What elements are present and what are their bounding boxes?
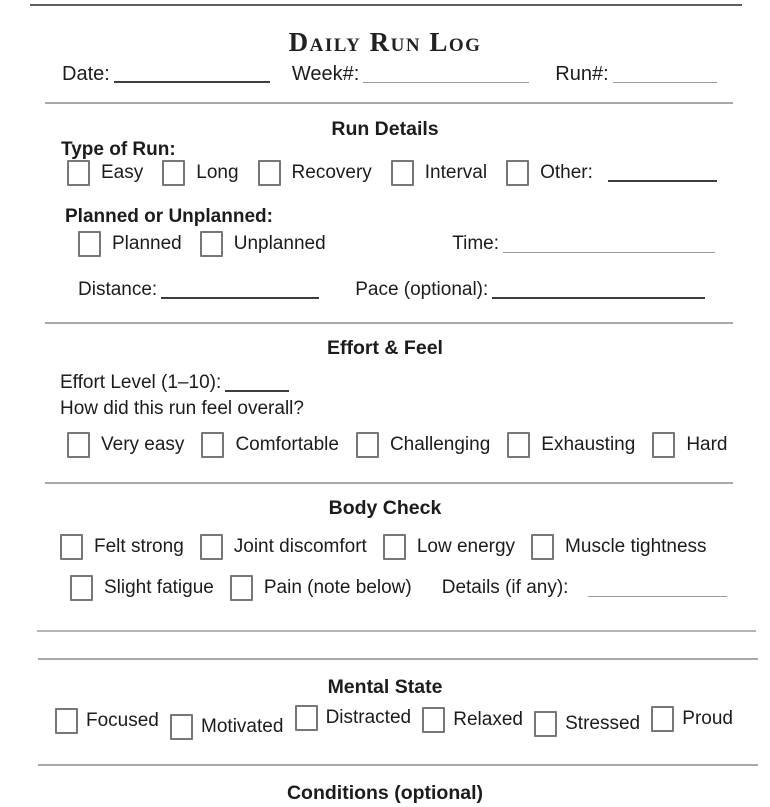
checkbox-very-easy[interactable]	[67, 432, 90, 458]
label-planned: Planned	[112, 233, 182, 254]
option-other	[506, 160, 717, 186]
type-of-run-options-row	[67, 160, 717, 186]
option-pain	[230, 575, 412, 601]
run-input-line[interactable]	[613, 82, 717, 83]
option-focused	[55, 708, 159, 734]
pace-input-line[interactable]	[492, 297, 705, 299]
effort-feel-heading: Effort & Feel	[327, 337, 443, 359]
label-proud: Proud	[682, 708, 733, 729]
section-divider	[45, 482, 733, 484]
details-label: Details (if any):	[441, 577, 569, 598]
distance-pace-row	[78, 277, 705, 303]
label-relaxed: Relaxed	[453, 709, 523, 730]
distance-label: Distance:	[78, 279, 158, 300]
checkbox-motivated[interactable]	[170, 714, 193, 740]
section-divider	[45, 322, 733, 324]
section-divider	[38, 764, 758, 766]
week-input-line[interactable]	[363, 82, 529, 83]
option-stressed	[534, 711, 640, 737]
top-rule	[30, 4, 742, 6]
time-field	[452, 231, 715, 257]
label-easy: Easy	[101, 162, 144, 183]
label-low-energy: Low energy	[416, 536, 516, 557]
label-distracted: Distracted	[325, 707, 412, 728]
option-distracted	[295, 705, 412, 731]
checkbox-relaxed[interactable]	[422, 707, 445, 733]
section-divider	[38, 658, 758, 660]
label-slight-fatigue: Slight fatigue	[104, 577, 214, 598]
label-motivated: Motivated	[201, 716, 284, 737]
week-label: Week#:	[291, 63, 360, 85]
checkbox-focused[interactable]	[55, 708, 78, 734]
time-input-line[interactable]	[503, 252, 715, 253]
effort-level-input-line[interactable]	[225, 390, 289, 392]
other-input-line[interactable]	[608, 180, 717, 182]
checkbox-pain[interactable]	[230, 575, 253, 601]
checkbox-muscle-tightness[interactable]	[531, 534, 554, 560]
label-interval: Interval	[424, 162, 488, 183]
option-slight-fatigue	[70, 575, 214, 601]
details-input-line[interactable]	[588, 596, 727, 597]
date-label: Date:	[62, 63, 110, 85]
feel-options-row	[67, 432, 728, 458]
effort-level-label: Effort Level (1–10):	[60, 372, 222, 393]
checkbox-distracted[interactable]	[295, 705, 318, 731]
checkbox-planned[interactable]	[78, 231, 101, 257]
checkbox-comfortable[interactable]	[201, 432, 224, 458]
option-joint-discomfort	[200, 534, 367, 560]
option-felt-strong	[60, 534, 184, 560]
pace-label: Pace (optional):	[355, 279, 489, 300]
checkbox-challenging[interactable]	[356, 432, 379, 458]
checkbox-stressed[interactable]	[534, 711, 557, 737]
label-pain: Pain (note below)	[263, 577, 412, 598]
option-unplanned	[200, 231, 326, 257]
option-comfortable	[201, 432, 339, 458]
conditions-heading: Conditions (optional)	[286, 782, 484, 804]
body-check-row-1	[60, 534, 707, 560]
checkbox-interval[interactable]	[391, 160, 414, 186]
body-check-heading: Body Check	[328, 497, 442, 519]
notes-write-line[interactable]	[37, 630, 756, 632]
label-felt-strong: Felt strong	[94, 536, 184, 557]
option-low-energy	[383, 534, 515, 560]
checkbox-other[interactable]	[506, 160, 529, 186]
checkbox-hard[interactable]	[652, 432, 675, 458]
checkbox-easy[interactable]	[67, 160, 90, 186]
checkbox-long[interactable]	[162, 160, 185, 186]
checkbox-joint-discomfort[interactable]	[200, 534, 223, 560]
checkbox-low-energy[interactable]	[383, 534, 406, 560]
label-comfortable: Comfortable	[235, 434, 339, 455]
label-long: Long	[196, 162, 239, 183]
option-exhausting	[507, 432, 635, 458]
body-check-row-2	[70, 575, 727, 601]
label-stressed: Stressed	[565, 713, 641, 734]
option-challenging	[356, 432, 490, 458]
option-recovery	[258, 160, 372, 186]
label-hard: Hard	[686, 434, 728, 455]
distance-input-line[interactable]	[161, 297, 319, 299]
planned-options-row	[78, 231, 715, 257]
checkbox-slight-fatigue[interactable]	[70, 575, 93, 601]
option-long	[162, 160, 238, 186]
label-exhausting: Exhausting	[541, 434, 636, 455]
date-input-line[interactable]	[114, 81, 270, 83]
mental-state-heading: Mental State	[327, 676, 443, 698]
option-interval	[391, 160, 487, 186]
label-recovery: Recovery	[291, 162, 372, 183]
feel-question: How did this run feel overall?	[60, 398, 304, 419]
checkbox-exhausting[interactable]	[507, 432, 530, 458]
label-muscle-tightness: Muscle tightness	[565, 536, 707, 557]
run-details-heading: Run Details	[331, 118, 439, 140]
option-very-easy	[67, 432, 184, 458]
option-planned	[78, 231, 182, 257]
planned-or-unplanned-label: Planned or Unplanned:	[65, 206, 273, 227]
checkbox-felt-strong[interactable]	[60, 534, 83, 560]
form-title: Daily Run Log	[288, 27, 482, 57]
checkbox-proud[interactable]	[651, 706, 674, 732]
run-label: Run#:	[555, 63, 609, 85]
label-challenging: Challenging	[389, 434, 491, 455]
mental-state-options-row	[55, 707, 733, 737]
option-hard	[652, 432, 727, 458]
time-label: Time:	[452, 233, 499, 254]
type-of-run-label: Type of Run:	[61, 139, 176, 160]
section-divider	[45, 102, 733, 104]
option-motivated	[170, 714, 283, 740]
label-unplanned: Unplanned	[233, 233, 326, 254]
label-other: Other:	[540, 162, 593, 183]
option-muscle-tightness	[531, 534, 707, 560]
option-easy	[67, 160, 143, 186]
header-fields-row	[62, 61, 717, 87]
label-very-easy: Very easy	[101, 434, 185, 455]
checkbox-unplanned[interactable]	[200, 231, 223, 257]
option-relaxed	[422, 707, 523, 733]
label-joint-discomfort: Joint discomfort	[233, 536, 367, 557]
effort-level-row	[60, 370, 289, 396]
label-focused: Focused	[86, 710, 159, 731]
option-proud	[651, 706, 733, 732]
checkbox-recovery[interactable]	[258, 160, 281, 186]
